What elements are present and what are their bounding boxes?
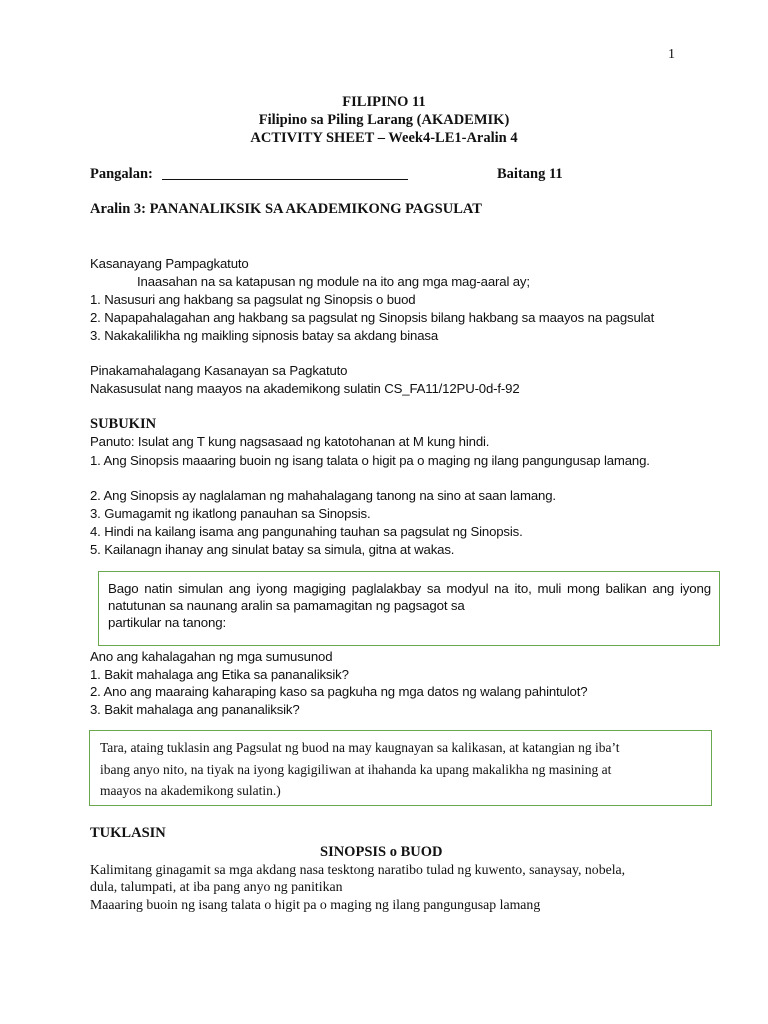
objectives-heading: Kasanayang Pampagkatuto xyxy=(90,256,249,271)
review-box-text: Bago natin simulan ang iyong magiging paglalakbay sa modyul na ito, muli mong balikan ang iyong natutunan sa naunang aralin sa pamamagitan ng pagsagot sa xyxy=(108,581,711,613)
objectives-intro: Inaasahan na sa katapusan ng module na ito ang mga mag-aaral ay; xyxy=(137,274,530,289)
tuklasin-line: Kalimitang ginagamit sa mga akdang nasa tesktong naratibo tulad ng kuwento, sanaysay, nobela, xyxy=(90,862,626,877)
objective-item: 1. Nasusuri ang hakbang sa pagsulat ng Sinopsis o buod xyxy=(90,292,416,307)
objective-item: 2. Napapahalagahan ang hakbang sa pagsulat ng Sinopsis bilang hakbang sa maayos na pagsulat xyxy=(90,310,655,325)
subukin-instruction: Panuto: Isulat ang T kung nagsasaad ng katotohanan at M kung hindi. xyxy=(90,434,490,449)
subukin-item: 1. Ang Sinopsis maaaring buoin ng isang talata o higit pa o maging ng ilang pangungusap lamang. xyxy=(90,453,650,468)
name-label: Pangalan: xyxy=(90,166,153,182)
essential-text: Nakasusulat nang maayos na akademikong sulatin CS_FA11/12PU-0d-f-92 xyxy=(90,381,520,396)
activity-sheet-title: ACTIVITY SHEET – Week4-LE1-Aralin 4 xyxy=(250,130,518,146)
lesson-title: Aralin 3: PANANALIKSIK SA AKADEMIKONG PAGSULAT xyxy=(90,201,482,217)
page-number: 1 xyxy=(668,47,675,62)
question-item: 2. Ano ang maaraing kaharaping kaso sa pagkuha ng mga datos ng walang pahintulot? xyxy=(90,684,588,699)
grade-label: Baitang 11 xyxy=(497,166,563,182)
question-item: 1. Bakit mahalaga ang Etika sa pananaliksik? xyxy=(90,667,349,682)
tuklasin-line: Maaaring buoin ng isang talata o higit pa o maging ng ilang pangungusap lamang xyxy=(90,897,541,912)
exploration-box-line: Tara, ataing tuklasin ang Pagsulat ng buod na may kaugnayan sa kalikasan, at katangian ng iba’t xyxy=(100,740,620,755)
exploration-box-line: maayos na akademikong sulatin.) xyxy=(100,783,281,798)
review-box-text-end: partikular na tanong: xyxy=(108,615,227,630)
subukin-heading: SUBUKIN xyxy=(90,416,157,432)
question-item: 3. Bakit mahalaga ang pananaliksik? xyxy=(90,702,300,717)
exploration-box-line: ibang anyo nito, na tiyak na iyong kagigiliwan at ihahanda ka upang makalikha ng masining at xyxy=(100,762,612,777)
review-box xyxy=(98,571,720,646)
sinopsis-subheading: SINOPSIS o BUOD xyxy=(320,844,443,860)
subject-title: FILIPINO 11 xyxy=(342,94,426,110)
tuklasin-line: dula, talumpati, at iba pang anyo ng panitikan xyxy=(90,879,343,894)
objective-item: 3. Nakakalilikha ng maikling sipnosis batay sa akdang binasa xyxy=(90,328,439,343)
essential-heading: Pinakamahalagang Kasanayan sa Pagkatuto xyxy=(90,363,348,378)
tuklasin-heading: TUKLASIN xyxy=(90,825,166,841)
subukin-item: 3. Gumagamit ng ikatlong panauhan sa Sinopsis. xyxy=(90,506,371,521)
exploration-box xyxy=(89,730,712,806)
subukin-item: 4. Hindi na kailang isama ang pangunahing tauhan sa pagsulat ng Sinopsis. xyxy=(90,524,523,539)
subukin-item: 2. Ang Sinopsis ay naglalaman ng mahahalagang tanong na sino at saan lamang. xyxy=(90,488,556,503)
course-title: Filipino sa Piling Larang (AKADEMIK) xyxy=(258,112,510,128)
questions-heading: Ano ang kahalagahan ng mga sumusunod xyxy=(90,649,333,664)
name-field-line[interactable] xyxy=(162,179,408,180)
subukin-item: 5. Kailanagn ihanay ang sinulat batay sa simula, gitna at wakas. xyxy=(90,542,455,557)
